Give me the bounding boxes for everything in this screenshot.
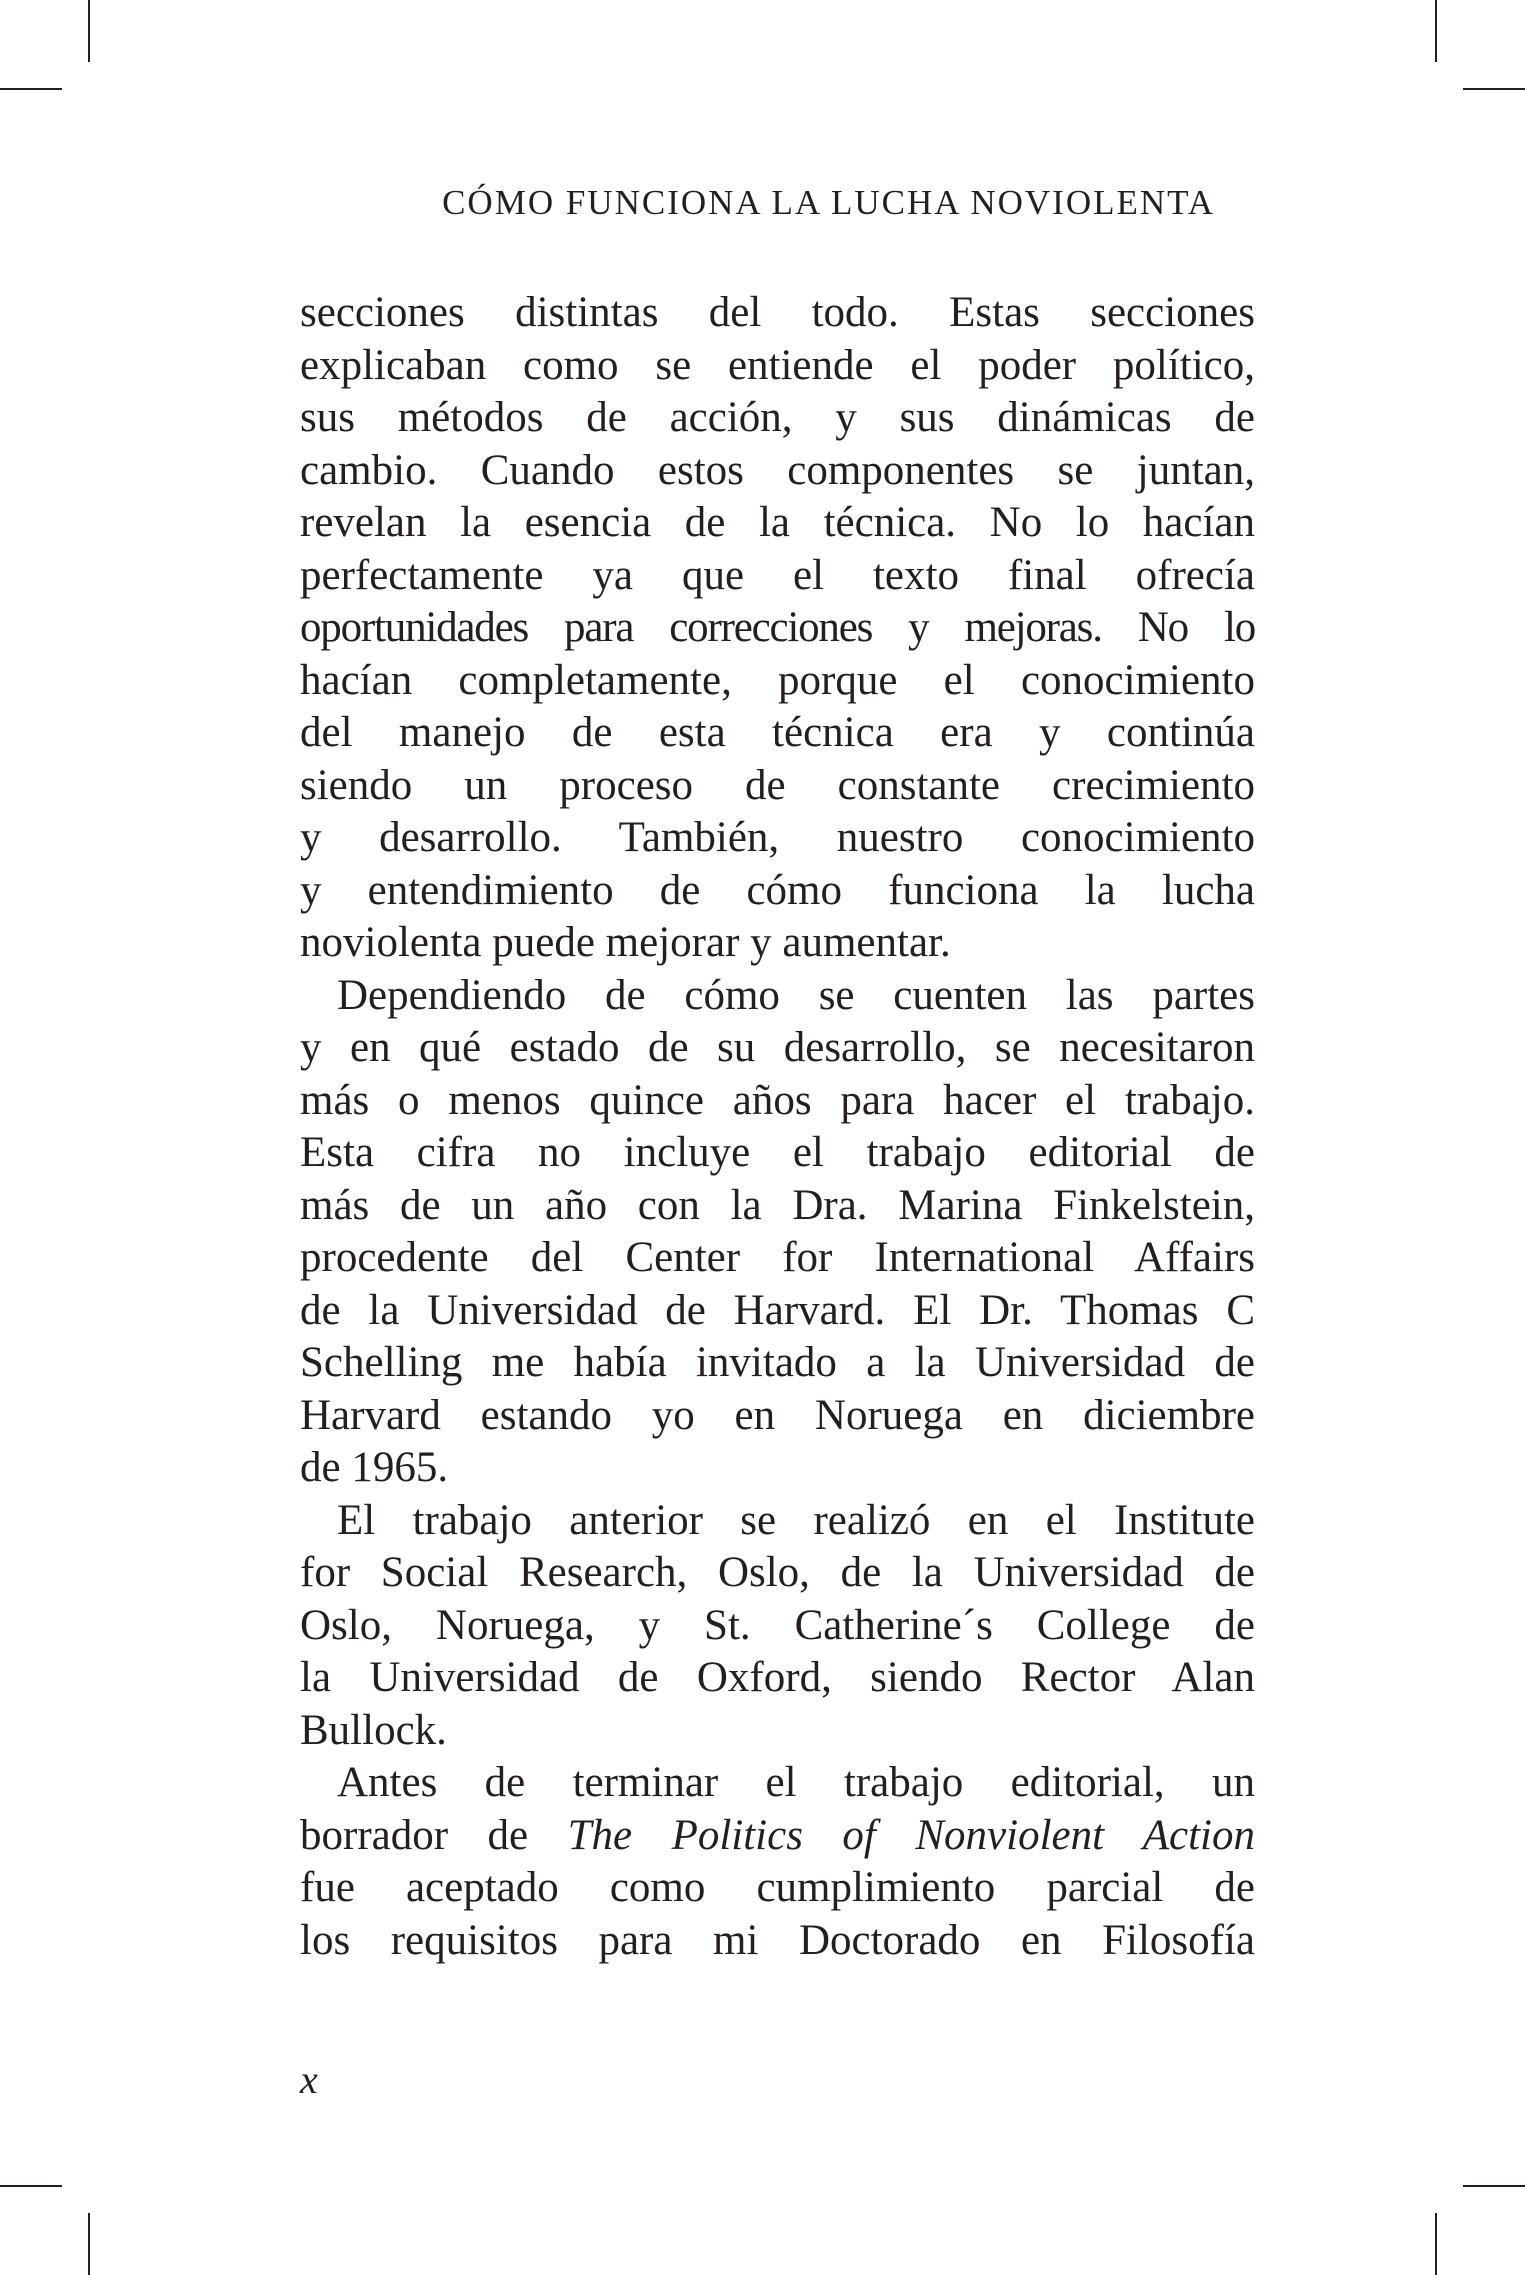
crop-mark-top-left-h bbox=[0, 88, 62, 90]
text-line: Oslo, Noruega, y St. Catherine´s College de bbox=[300, 1601, 1255, 1649]
text-line: del manejo de esta técnica era y continúa bbox=[300, 709, 1255, 756]
text-line: sus métodos de acción, y sus dinámicas de bbox=[300, 394, 1255, 441]
text-line: de la Universidad de Harvard. El Dr. Thomas C bbox=[300, 1286, 1255, 1334]
text-line: los requisitos para mi Doctorado en Filosofía bbox=[300, 1916, 1255, 1964]
crop-mark-top-right bbox=[1435, 0, 1437, 62]
text-line: y desarrollo. También, nuestro conocimiento bbox=[300, 814, 1255, 861]
body-text bbox=[300, 287, 1255, 1967]
text-line: más o menos quince años para hacer el trabajo. bbox=[300, 1076, 1255, 1124]
text-line: oportunidades para correcciones y mejoras. No lo bbox=[300, 604, 1255, 651]
paragraph-1 bbox=[300, 287, 1255, 970]
text-line: for Social Research, Oslo, de la Universidad de bbox=[300, 1549, 1255, 1596]
crop-mark-bottom-left bbox=[88, 2213, 90, 2275]
text-line: la Universidad de Oxford, siendo Rector Alan bbox=[300, 1654, 1255, 1701]
text-line: perfectamente ya que el texto final ofrecía bbox=[300, 551, 1255, 599]
text-line: revelan la esencia de la técnica. No lo hacían bbox=[300, 499, 1255, 546]
text-line: Bullock. bbox=[300, 1706, 447, 1754]
crop-mark-bottom-right bbox=[1435, 2213, 1437, 2275]
book-title: The Politics of Nonviolent Action bbox=[567, 1811, 1255, 1859]
text-line: El trabajo anterior se realizó en el Institute bbox=[337, 1496, 1255, 1544]
text-line: y entendimiento de cómo funciona la lucha bbox=[300, 866, 1255, 914]
text-line: hacían completamente, porque el conocimiento bbox=[300, 656, 1255, 704]
text-line: fue aceptado como cumplimiento parcial de bbox=[300, 1864, 1255, 1911]
text-line: Schelling me había invitado a la Universidad de bbox=[300, 1339, 1255, 1386]
paragraph-3 bbox=[300, 1495, 1255, 1758]
text-line: de 1965. bbox=[300, 1444, 449, 1491]
text-line: noviolenta puede mejorar y aumentar. bbox=[300, 919, 951, 966]
paragraph-2 bbox=[300, 970, 1255, 1495]
text-line: secciones distintas del todo. Estas secciones bbox=[300, 289, 1255, 336]
text-line: siendo un proceso de constante crecimiento bbox=[300, 761, 1255, 809]
page-number: x bbox=[300, 2057, 318, 2102]
text-line: Dependiendo de cómo se cuenten las partes bbox=[337, 971, 1255, 1019]
crop-mark-bottom-left-h bbox=[0, 2185, 62, 2187]
text-line: Harvard estando yo en Noruega en diciembre bbox=[300, 1391, 1255, 1439]
text-line-with-title bbox=[300, 1810, 1255, 1863]
crop-mark-bottom-right-h bbox=[1463, 2185, 1525, 2187]
crop-mark-top-left bbox=[88, 0, 90, 62]
text-line: y en qué estado de su desarrollo, se necesitaron bbox=[300, 1024, 1255, 1071]
text-line: más de un año con la Dra. Marina Finkelstein, bbox=[300, 1181, 1255, 1229]
text-line: Antes de terminar el trabajo editorial, un bbox=[337, 1759, 1255, 1806]
paragraph-4 bbox=[300, 1757, 1255, 1967]
text-line: explicaban como se entiende el poder político, bbox=[300, 341, 1255, 389]
text-line-prefix: borrador de bbox=[300, 1811, 568, 1859]
running-head: CÓMO FUNCIONA LA LUCHA NOVIOLENTA bbox=[442, 183, 1215, 222]
text-line: procedente del Center for International Affairs bbox=[300, 1234, 1255, 1281]
text-line: Esta cifra no incluye el trabajo editorial de bbox=[300, 1129, 1255, 1176]
crop-mark-top-right-h bbox=[1463, 88, 1525, 90]
text-line: cambio. Cuando estos componentes se juntan, bbox=[300, 446, 1255, 494]
